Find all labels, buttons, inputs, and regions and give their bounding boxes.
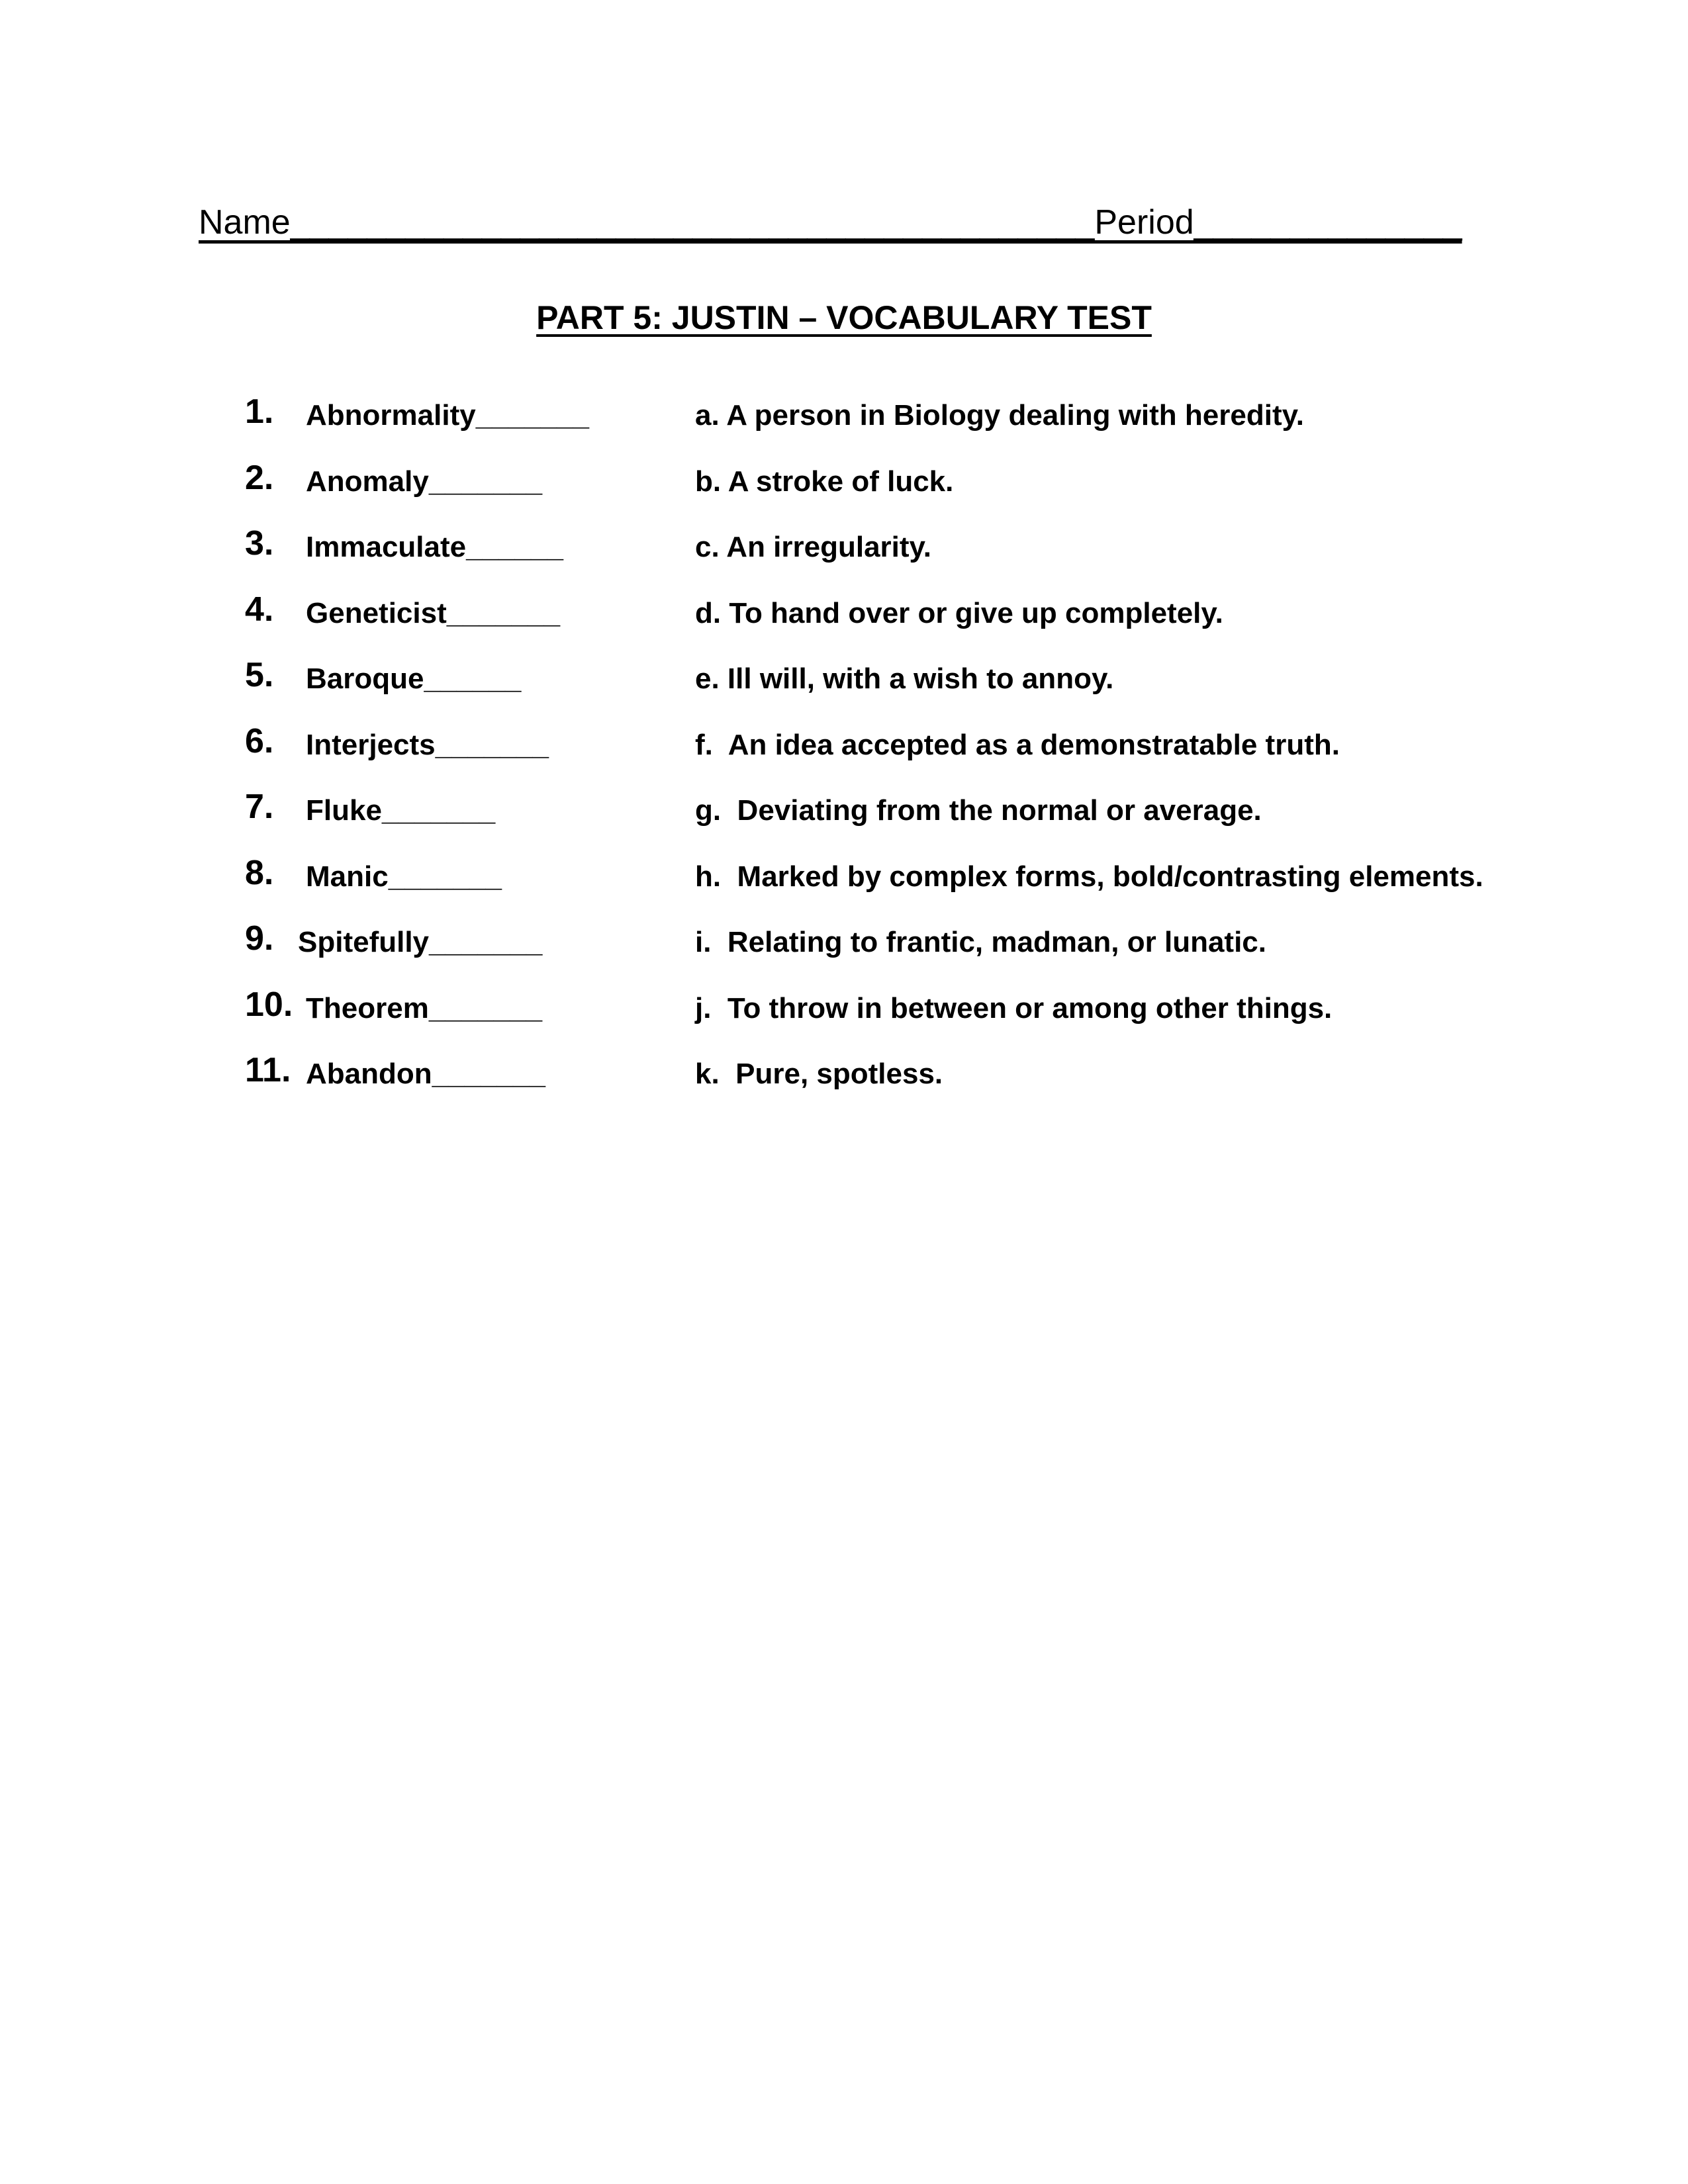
item-number: 9.	[245, 919, 274, 958]
item-number: 3.	[245, 524, 274, 563]
definition: c. An irregularity.	[695, 531, 931, 563]
definition: g. Deviating from the normal or average.	[695, 794, 1262, 827]
definition: h. Marked by complex forms, bold/contrasting elements.	[695, 860, 1483, 893]
vocab-term[interactable]: Baroque______	[306, 662, 522, 695]
vocab-term[interactable]: Geneticist_______	[306, 596, 561, 629]
item-number: 4.	[245, 590, 274, 629]
definition: j. To throw in between or among other things.	[695, 991, 1333, 1024]
definition: a. A person in Biology dealing with heredity.	[695, 399, 1305, 432]
vocab-term[interactable]: Fluke_______	[306, 794, 496, 827]
page-title: PART 5: JUSTIN – VOCABULARY TEST	[536, 299, 1152, 336]
item-number: 10.	[245, 985, 293, 1024]
item-number: 11.	[245, 1051, 291, 1089]
item-number: 5.	[245, 656, 274, 694]
list-item	[245, 517, 1523, 583]
list-item	[245, 451, 1523, 518]
definition: d. To hand over or give up completely.	[695, 596, 1223, 629]
list-item	[245, 780, 1523, 846]
vocab-term[interactable]: Theorem_______	[306, 991, 543, 1024]
vocabulary-list	[245, 385, 1523, 1110]
list-item	[245, 649, 1523, 715]
list-item	[245, 846, 1523, 913]
definition: b. A stroke of luck.	[695, 465, 954, 498]
name-period-line[interactable]: Name__________________________________________Period______________	[199, 203, 1462, 242]
item-number: 8.	[245, 853, 274, 892]
vocab-term[interactable]: Abnormality_______	[306, 399, 589, 432]
item-number: 2.	[245, 458, 274, 497]
definition: f. An idea accepted as a demonstratable truth.	[695, 728, 1340, 761]
list-item	[245, 1044, 1523, 1110]
definition: i. Relating to frantic, madman, or lunatic.	[695, 926, 1267, 958]
list-item	[245, 912, 1523, 978]
list-item	[245, 978, 1523, 1044]
vocab-term[interactable]: Abandon_______	[306, 1058, 545, 1090]
vocab-term[interactable]: Interjects_______	[306, 728, 549, 761]
vocab-term[interactable]: Manic_______	[306, 860, 502, 893]
definition: e. Ill will, with a wish to annoy.	[695, 662, 1114, 695]
item-number: 1.	[245, 392, 274, 431]
definition: k. Pure, spotless.	[695, 1058, 943, 1090]
item-number: 6.	[245, 721, 274, 760]
list-item	[245, 385, 1523, 451]
vocab-term[interactable]: Spitefully_______	[298, 926, 543, 958]
vocab-term[interactable]: Anomaly_______	[306, 465, 543, 498]
vocab-term[interactable]: Immaculate______	[306, 531, 563, 563]
list-item	[245, 583, 1523, 649]
list-item	[245, 715, 1523, 781]
item-number: 7.	[245, 788, 274, 826]
